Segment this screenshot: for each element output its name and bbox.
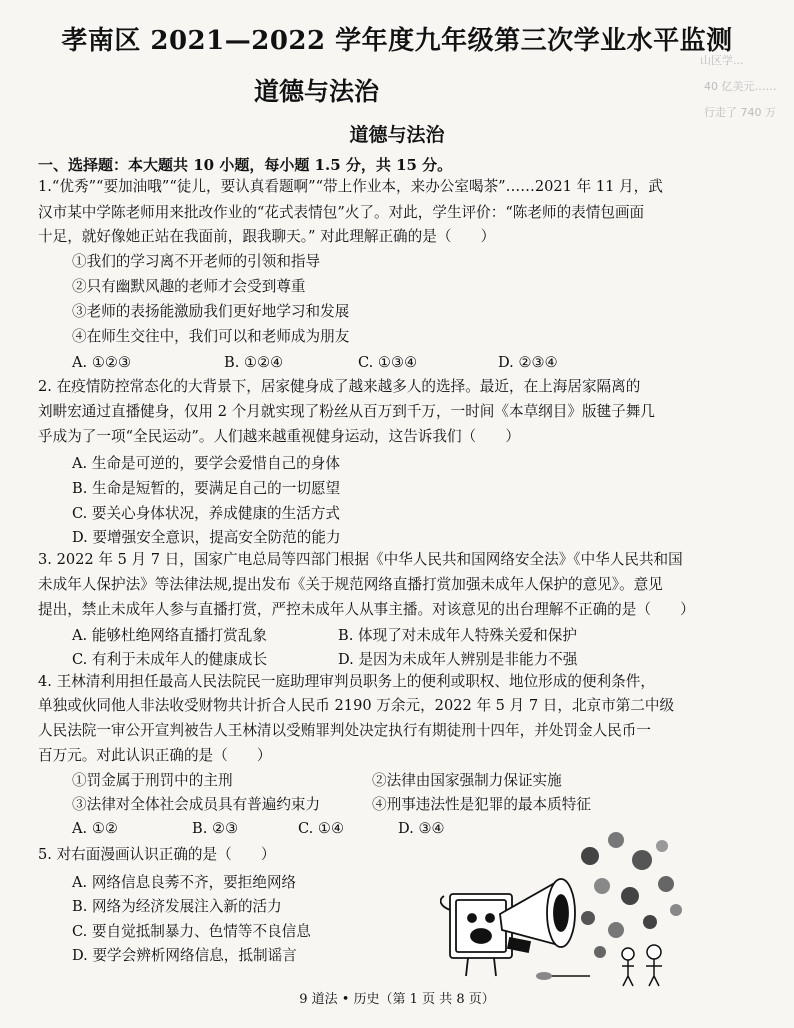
- q4-line-1: 4. 王林清利用担任最高人民法院民一庭助理审判员职务上的便利或职权、地位形成的便利条件，: [38, 673, 655, 690]
- q4-option-a: A. ①②: [72, 820, 118, 837]
- q4-option-d: D. ③④: [398, 820, 445, 837]
- q4-option-c: C. ①④: [298, 820, 345, 837]
- q1-option-d: D. ②③④: [498, 354, 558, 371]
- q1-line-3: 十足，就好像她正站在我面前，跟我聊天。” 对此理解正确的是（ ）: [38, 228, 496, 245]
- exam-title: 孝南区 2021—2022 学年度九年级第三次学业水平监测: [61, 26, 733, 56]
- q4-item: ④刑事违法性是犯罪的最本质特征: [372, 796, 591, 813]
- bleed-text-2: 40 亿美元……: [704, 80, 777, 93]
- q1-line-2: 汉市某中学陈老师用来批改作业的“花式表情包”火了。对此，学生评价：“陈老师的表情包画面: [38, 204, 645, 221]
- q1-item: ①我们的学习离不开老师的引领和指导: [72, 253, 321, 270]
- q2-line-3: 乎成为了一项“全民运动”。人们越来越重视健身运动，这告诉我们（ ）: [38, 428, 520, 445]
- q2-line-1: 2. 在疫情防控常态化的大背景下，居家健身成了越来越多人的选择。最近，在上海居家隔离的: [38, 378, 641, 395]
- q4-item: ①罚金属于刑罚中的主刑: [72, 772, 233, 789]
- q2-line-2: 刘畊宏通过直播健身，仅用 2 个月就实现了粉丝从百万到千万，一时间《本草纲目》版毽子舞几: [38, 403, 655, 420]
- q1-option-c: C. ①③④: [358, 354, 418, 371]
- q1-item: ③老师的表扬能激励我们更好地学习和发展: [72, 303, 350, 320]
- q4-line-3: 人民法院一审公开宣判被告人王林清以受贿罪判处决定执行有期徒刑十四年，并处罚金人民币一: [38, 722, 651, 739]
- q5-line-1: 5. 对右面漫画认识正确的是（ ）: [38, 846, 276, 863]
- q2-option-d: D. 要增强安全意识，提高安全防范的能力: [72, 529, 341, 546]
- q1-item: ④在师生交往中，我们可以和老师成为朋友: [72, 328, 350, 345]
- q3-option-a: A. 能够杜绝网络直播打赏乱象: [72, 627, 267, 644]
- section-subject-heading: 道德与法治: [349, 124, 445, 146]
- page-footer: 9 道法 • 历史（第 1 页 共 8 页）: [299, 992, 495, 1007]
- q4-line-2: 单独或伙同他人非法收受财物共计折合人民币 2190 万余元，2022 年 5 月 7 日，北京市第二中级: [38, 697, 675, 714]
- q1-line-1: 1.“优秀”“要加油哦”“徒儿，要认真看题啊”“带上作业本，来办公室喝茶”……2021 年 11 月，武: [38, 178, 663, 195]
- q1-item: ②只有幽默风趣的老师才会受到尊重: [72, 278, 306, 295]
- q3-option-b: B. 体现了对未成年人特殊关爱和保护: [338, 627, 577, 644]
- q3-line-2: 未成年人保护法》等法律法规,提出发布《关于规范网络直播打赏加强未成年人保护的意见》。意见: [38, 576, 663, 593]
- q2-option-c: C. 要关心身体状况，养成健康的生活方式: [72, 505, 341, 522]
- q3-line-3: 提出，禁止未成年人参与直播打赏，严控未成年人从事主播。对该意见的出台理解不正确的是（ ）: [38, 601, 695, 618]
- q2-option-a: A. 生命是可逆的，要学会爱惜自己的身体: [72, 455, 340, 472]
- q5-option-c: C. 要自觉抵制暴力、色情等不良信息: [72, 923, 311, 940]
- q3-option-c: C. 有利于未成年人的健康成长: [72, 651, 268, 668]
- q4-option-b: B. ②③: [192, 820, 239, 837]
- section-heading: 一、选择题：本大题共 10 小题，每小题 1.5 分，共 15 分。: [38, 156, 453, 174]
- q3-option-d: D. 是因为未成年人辨别是非能力不强: [338, 651, 578, 668]
- q4-item: ②法律由国家强制力保证实施: [372, 772, 562, 789]
- q3-line-1: 3. 2022 年 5 月 7 日，国家广电总局等四部门根据《中华人民共和国网络安全法》《中华人民共和国: [38, 551, 683, 568]
- small-people: [622, 945, 662, 986]
- q5-option-b: B. 网络为经济发展注入新的活力: [72, 898, 282, 915]
- bleed-text-1: 山区学...: [700, 54, 744, 67]
- q4-line-4: 百万元。对此认识正确的是（ ）: [38, 747, 272, 764]
- q2-option-b: B. 生命是短暂的，要满足自己的一切愿望: [72, 480, 341, 497]
- q5-option-d: D. 要学会辨析网络信息，抵制谣言: [72, 947, 297, 964]
- flying-symbols: [581, 832, 682, 958]
- q4-item: ③法律对全体社会成员具有普遍约束力: [72, 796, 321, 813]
- bleed-text-3: 行走了 740 万: [704, 106, 776, 119]
- subject-title: 道德与法治: [254, 77, 380, 106]
- network-cartoon-illustration: [440, 826, 700, 988]
- q5-option-a: A. 网络信息良莠不齐，要拒绝网络: [72, 874, 297, 891]
- q1-option-b: B. ①②④: [224, 354, 284, 371]
- q1-option-a: A. ①②③: [72, 354, 132, 371]
